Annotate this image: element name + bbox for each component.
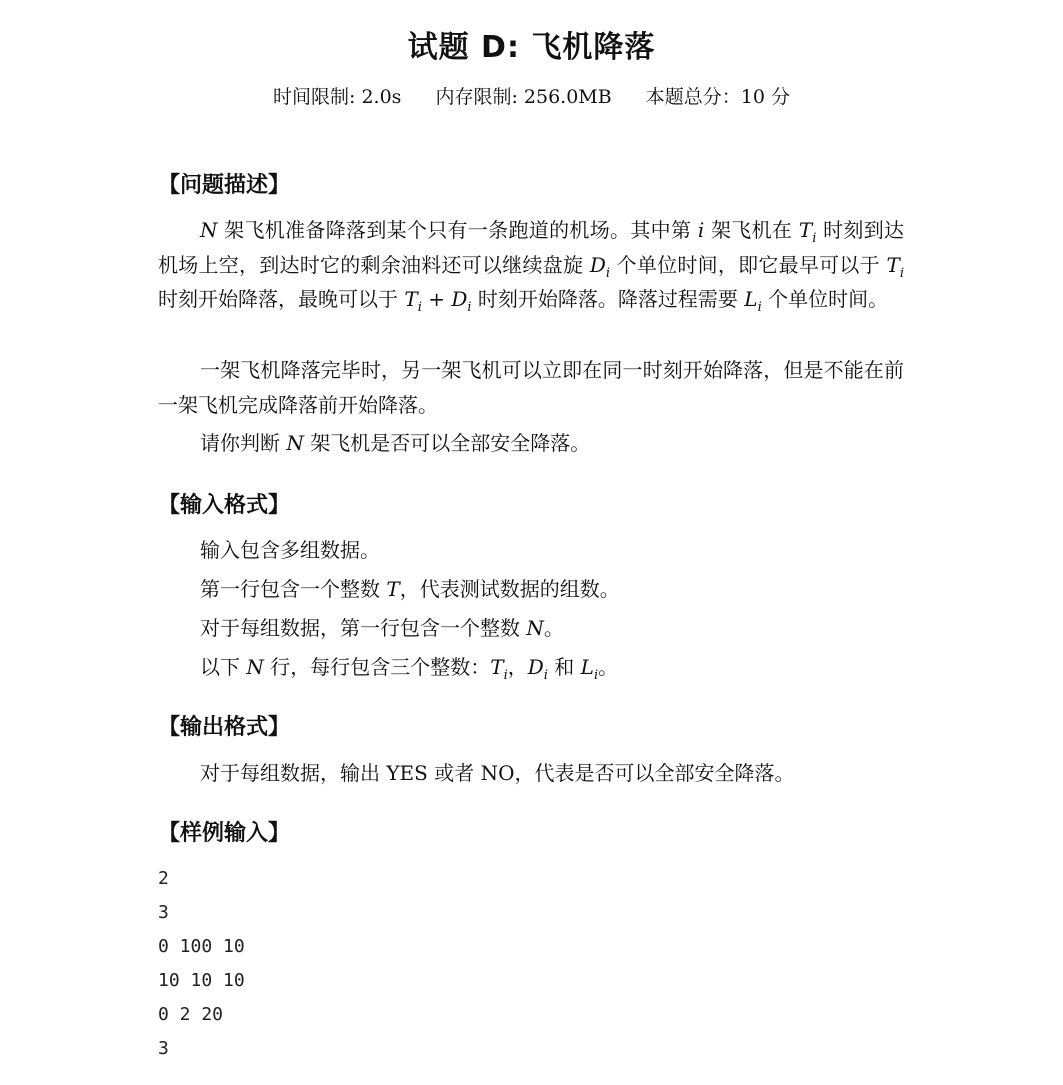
section-heading-sample-input: 【样例输入】 bbox=[158, 821, 291, 846]
input-line-2: 第一行包含一个整数 T，代表测试数据的组数。 bbox=[200, 577, 620, 601]
description-paragraph-1: N 架飞机准备降落到某个只有一条跑道的机场。其中第 i 架飞机在 $T_i$ 时刻到达机场上空，到达时它的剩余油料还可以继续盘旋 $D_i$ 个单位时间，即它最早可以于 $T_i$ 时刻开始降落，最晚可以于 $T_i + D_i$ 时刻开始降落。降落过程需要 $L_i$ 个单位时间。 bbox=[158, 218, 905, 315]
page-title: 试题 D: 飞机降落 bbox=[407, 30, 656, 65]
section-heading-output: 【输出格式】 bbox=[158, 715, 291, 740]
sample-input-line: 3 bbox=[158, 1038, 169, 1059]
description-paragraph-2: 一架飞机降落完毕时，另一架飞机可以立即在同一时刻开始降落，但是不能在前一架飞机完成降落前开始降落。 bbox=[158, 358, 904, 417]
sample-input-line: 10 10 10 bbox=[158, 970, 245, 991]
time-limit: 时间限制: 2.0s bbox=[273, 86, 402, 108]
sample-input-line: 0 2 20 bbox=[158, 1004, 224, 1025]
memory-limit: 内存限制: 256.0MB bbox=[435, 86, 612, 108]
limits-bar bbox=[0, 82, 1063, 112]
input-line-1: 输入包含多组数据。 bbox=[200, 538, 380, 562]
section-heading-description: 【问题描述】 bbox=[158, 173, 291, 198]
sample-input-line: 3 bbox=[158, 902, 169, 923]
input-line-4: 以下 N 行，每行包含三个整数：$T_i$，$D_i$ 和 $L_i$。 bbox=[200, 655, 619, 683]
total-score: 本题总分：10 分 bbox=[645, 86, 790, 108]
input-line-3: 对于每组数据，第一行包含一个整数 N。 bbox=[200, 616, 564, 640]
sample-input-line: 0 100 10 bbox=[158, 936, 245, 957]
sample-input-line: 2 bbox=[158, 868, 169, 889]
section-heading-input: 【输入格式】 bbox=[158, 493, 291, 518]
description-paragraph-3: 请你判断 N 架飞机是否可以全部安全降落。 bbox=[200, 431, 591, 455]
output-line-1: 对于每组数据，输出 YES 或者 NO，代表是否可以全部安全降落。 bbox=[200, 761, 795, 785]
